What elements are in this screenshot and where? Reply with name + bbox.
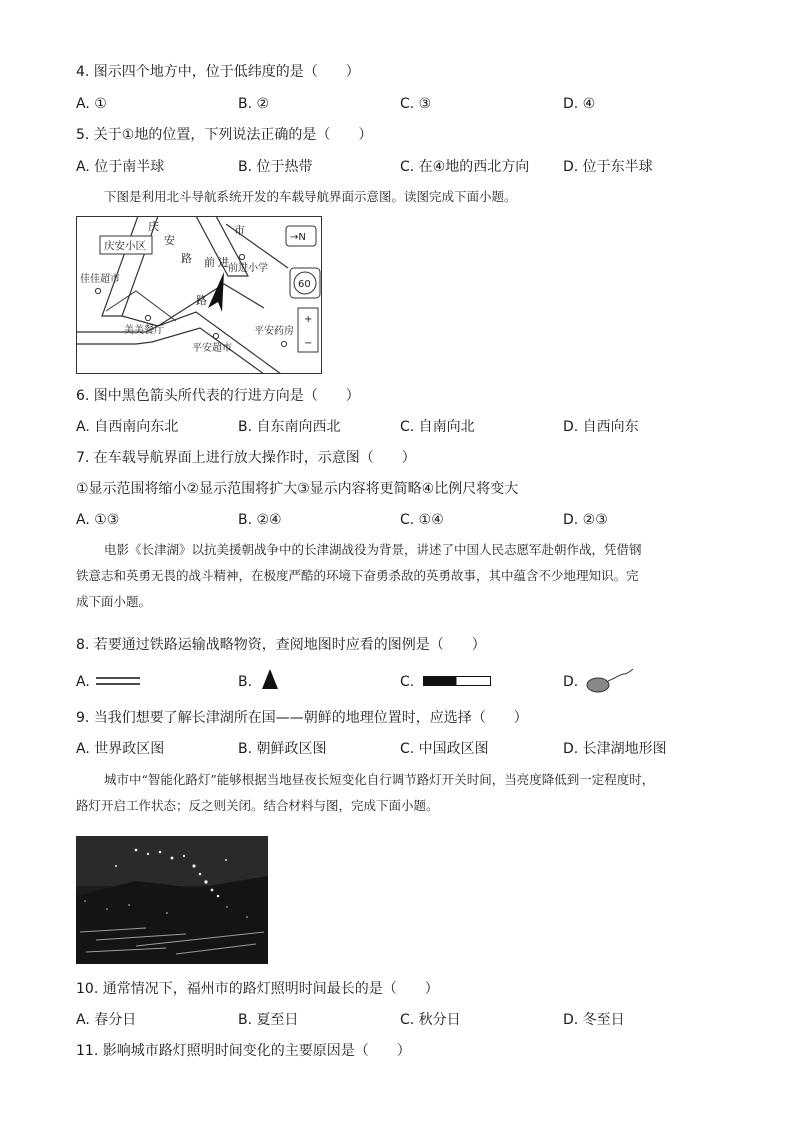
intro-changjin-line1: 电影《长津湖》以抗美援朝战争中的长津湖战役为背景，讲述了中国人民志愿军赴朝作战，凭借钢 <box>104 542 642 557</box>
road-char-3: 路 <box>181 252 192 265</box>
intro-streetlight-line1: 城市中“智能化路灯”能够根据当地昼夜长短变化自行调节路灯开关时间，当亮度降低到一定程度时， <box>104 772 655 787</box>
intro-changjin <box>76 537 718 615</box>
q6-option-a[interactable]: A. 自西南向东北 <box>76 419 179 435</box>
q4-option-d[interactable]: D. ④ <box>563 96 596 112</box>
navigation-map <box>76 216 322 374</box>
intro-streetlight-line2: 路灯开启工作状态；反之则关闭。结合材料与图，完成下面小题。 <box>76 798 439 813</box>
road3-char: 市 <box>234 224 245 237</box>
poi-pingan-drug-marker <box>281 341 286 346</box>
poi-jiajia-marker <box>95 288 100 293</box>
zoom-in-icon[interactable]: + <box>304 314 313 325</box>
q8-option-c[interactable]: C. <box>400 674 415 690</box>
q7-option-d[interactable]: D. ②③ <box>563 512 608 528</box>
q7-option-c[interactable]: C. ①④ <box>400 512 444 528</box>
q5-option-d[interactable]: D. 位于东半球 <box>563 159 653 175</box>
poi-meimei-marker <box>145 315 150 320</box>
q8-option-d[interactable]: D. <box>563 674 579 690</box>
q11-stem: 11. 影响城市路灯照明时间变化的主要原因是（ ） <box>76 1043 411 1059</box>
road2-char-2: 进 <box>218 256 229 269</box>
intro-changjin-line3: 成下面小题。 <box>76 594 152 609</box>
q9-option-a[interactable]: A. 世界政区图 <box>76 741 165 757</box>
q10-option-d[interactable]: D. 冬至日 <box>563 1012 625 1028</box>
q4-option-c[interactable]: C. ③ <box>400 96 432 112</box>
q8-stem: 8. 若要通过铁路运输战略物资，查阅地图时应看的图例是（ ） <box>76 637 486 653</box>
intro-navigation-text: 下图是利用北斗导航系统开发的车载导航界面示意图。读图完成下面小题。 <box>104 189 517 204</box>
q7-stem: 7. 在车载导航界面上进行放大操作时，示意图（ ） <box>76 450 416 466</box>
poi-jiajia-label: 佳佳超市 <box>80 274 120 285</box>
q10-stem: 10. 通常情况下，福州市的路灯照明时间最长的是（ ） <box>76 981 439 997</box>
intro-changjin-line2: 铁意志和英勇无畏的战斗精神，在极度严酷的环境下奋勇杀敌的英勇故事，其中蕴含不少地理知识。完 <box>76 568 639 583</box>
road2-char-1: 前 <box>204 256 215 269</box>
q9-option-d[interactable]: D. 长津湖地形图 <box>563 741 667 757</box>
road2-char-3: 路 <box>196 294 207 307</box>
poi-pingan-drug-label: 平安药房 <box>254 326 294 337</box>
road-char-1: 庆 <box>148 220 159 233</box>
poi-qianjin-marker <box>239 254 244 259</box>
q5-option-c[interactable]: C. 在④地的西北方向 <box>400 159 530 175</box>
q10-option-a[interactable]: A. 春分日 <box>76 1012 137 1028</box>
zoom-out-icon[interactable]: − <box>304 338 313 349</box>
q4-option-b[interactable]: B. ② <box>238 96 270 112</box>
q9-stem: 9. 当我们想要了解长津湖所在国——朝鲜的地理位置时，应选择（ ） <box>76 710 528 726</box>
q6-option-c[interactable]: C. 自南向北 <box>400 419 475 435</box>
intro-navigation <box>76 184 718 210</box>
q7-options-line: ①显示范围将缩小②显示范围将扩大③显示内容将更简略④比例尺将变大 <box>76 481 519 497</box>
q7-option-b[interactable]: B. ②④ <box>238 512 282 528</box>
poi-qianjin-label: 前进小学 <box>228 263 268 274</box>
legend-double-line-icon <box>96 675 140 687</box>
q5-stem: 5. 关于①地的位置，下列说法正确的是（ ） <box>76 127 373 143</box>
poi-pingan-shop-marker <box>213 333 218 338</box>
speed-limit-value: 60 <box>298 279 311 290</box>
q4-option-a[interactable]: A. ① <box>76 96 107 112</box>
area-label: 庆安小区 <box>104 240 146 252</box>
q8-option-b[interactable]: B. <box>238 674 253 690</box>
intro-streetlight <box>76 767 718 819</box>
q8-option-a[interactable]: A. <box>76 674 90 690</box>
legend-lake-river-icon <box>586 668 634 694</box>
q9-option-b[interactable]: B. 朝鲜政区图 <box>238 741 327 757</box>
q6-stem: 6. 图中黑色箭头所代表的行进方向是（ ） <box>76 388 360 404</box>
q10-option-c[interactable]: C. 秋分日 <box>400 1012 461 1028</box>
night-city-photo <box>76 836 268 964</box>
q6-option-d[interactable]: D. 自西向东 <box>563 419 639 435</box>
legend-railway-icon <box>423 676 491 686</box>
q5-option-b[interactable]: B. 位于热带 <box>238 159 313 175</box>
poi-meimei-label: 美美餐厅 <box>124 325 164 336</box>
compass-text: →N <box>290 232 306 243</box>
q5-option-a[interactable]: A. 位于南半球 <box>76 159 165 175</box>
poi-pingan-shop-label: 平安超市 <box>192 343 232 354</box>
q9-option-c[interactable]: C. 中国政区图 <box>400 741 489 757</box>
q4-stem: 4. 图示四个地方中，位于低纬度的是（ ） <box>76 64 360 80</box>
legend-triangle-icon <box>261 668 279 690</box>
road-char-2: 安 <box>164 234 175 247</box>
q10-option-b[interactable]: B. 夏至日 <box>238 1012 299 1028</box>
q6-option-b[interactable]: B. 自东南向西北 <box>238 419 341 435</box>
q7-option-a[interactable]: A. ①③ <box>76 512 120 528</box>
